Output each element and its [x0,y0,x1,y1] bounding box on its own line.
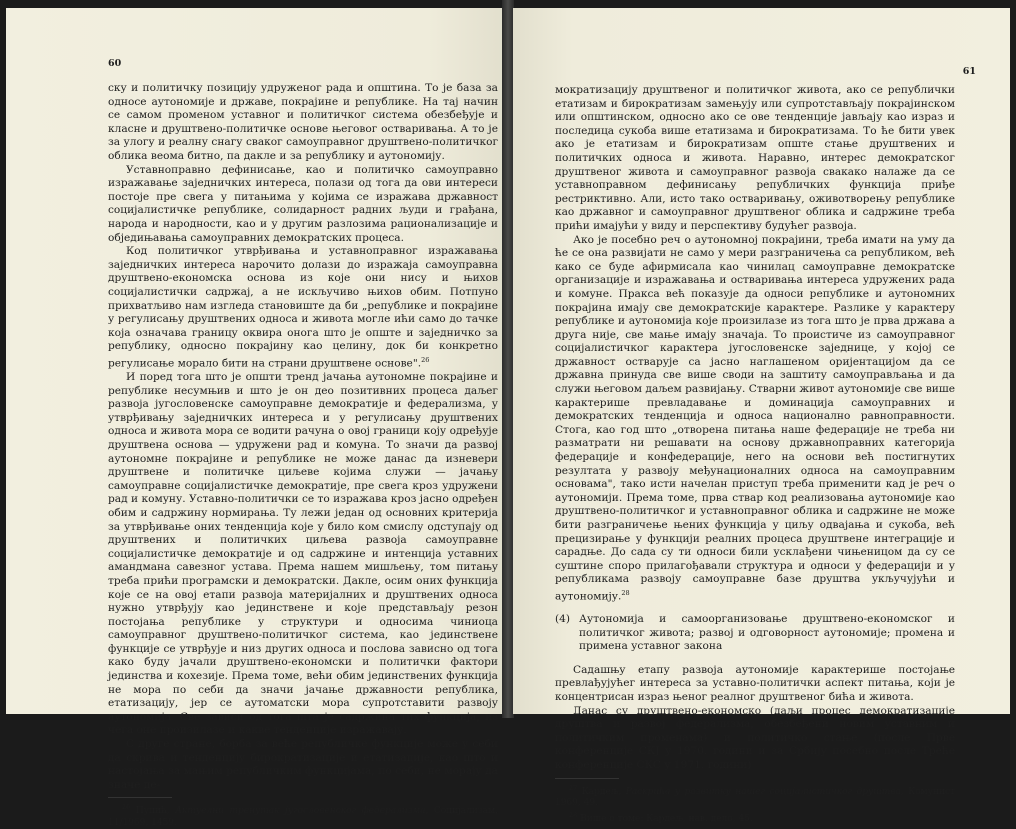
footnote [108,802,498,829]
right-page [513,8,1010,824]
paragraph: Данас су друштвено-економско (даљи процес демократизације друштва и развој федерализма, обезбеђени новим уставним и политичким променама) и политичко стање (после Прве конференције СКЈ у 1970. години и за Србију посебно после Треће конференције СКС у 1971. години) [555,704,955,772]
paragraph: И поред тога што је општи тренд јачања аутономне покрајине и републике несумњив и што је он део позитивних процеса даљег развоја југословенске самоуправне демократије и федерализма, у утврђивању заједничких интереса и у регулисању друштвених односа и живота мора се водити рачуна о овој граници коју одређује друштвена основа — удружени рад и комуна. То значи да развој аутономне покрајине и републике не може данас да изневери друштвене и политичке циљеве којима служи — јачању самоуправне социјалистичке демократије, пре свега кроз удружени рад и комуну. Уставно-политички се то изражава кроз јасно одређен обим и садржину нормирања. Ту лежи један од основних критерија за утврђивање оних тенденција које у било ком смислу одступају од друштвених и политичких циљева развоја самоуправне социјалистичке демократије и од садржине и интенција уставних амандмана савезног устава. Према нашем мишљењу, том питању треба прићи програмски и демократски. Дакле, осим оних функција које се на овој етапи развоја материјалних и друштвених односа нужно утврђују као јединствене и које представљају резон постојања републике у структури и односима чиниоца самоуправног друштвено-политичког система, као јединствене функције се утврђује и низ других односа и послова зависно од тога како буду јачали друштвено-економски и политички фактори јединства и кохезије. Према томе, већи обим јединствених функција не мора по себи да значи јачање државности република, етатизацију, јер се аутоматски мора супротставити развоју аутономија. Све зависи од тога шта је садржина тих функција, из чега оне произилазе и какве тенденције изражавају. [108,371,498,737]
paragraph: Уставноправно дефинисање, као и политичко самоуправно изражавање заједничких интереса, полази од тога да ови интереси постоје пре свега у питањима у којима се изражава државност социјалистичке републике, солидарност радних људи и грађана, народа и народности, као и у другим разлозима рационализације и обједињавања самоуправних демократских процеса. [108,163,498,244]
section-title: Аутономија и самоорганизовање друштвено-економског и политичког живота; развој и одговорност аутономије; промена и примена уставног закона [579,613,955,653]
footnote-number: 26 [122,803,131,812]
footnote-number: 27 [569,783,578,792]
paragraph: С друге стране, борба за веће републичке функције може у себи да скрива и тенденцију бирократизације и етатизације, као што и настојања за мањим републичким функцијама, по себи, не морају да значе де- [108,738,498,791]
footnote [555,810,955,826]
paragraph: Садашњу етапу развоја аутономије карактерише постојање превлађујућег интереса за уставно-политички аспект питања, који је концентрисан израз њеног реалног друштвеног бића и живота. [555,663,955,704]
page-number: 60 [108,58,122,69]
footnote-author: Кардељ, [581,786,622,797]
section-heading [555,613,955,654]
paragraph-text: Код политичког утврђивања и уставноправног изражавања заједничких интереса нарочито долази до изражаја самоуправна друштвено-економска основа из које они нису и њихов социјалистички садржај, а не искључиво њихов обим. Потпуно прихватљиво нам изгледа становиште да би „републике и покрајине у регулисању друштвених односа и живота могле ићи само до тачке која означава границу оквира онога што је опште и заједничко за републику, односно покрајину као целину, док би конкретно регулисање морало бити на страни друштвене основе". [108,245,498,370]
paragraph [555,234,955,605]
footnote [555,783,955,810]
left-page-body [108,82,498,829]
footnote-source: Комунист 1969, 49. [555,786,955,809]
footnote-divider [108,797,172,798]
footnote-divider [555,778,619,779]
footnote-title: Актуелни тренутак југословенског федерализма, [175,806,429,817]
paragraph-text: Ако је посебно реч о аутономној покрајини, треба имати на уму да ће се она развијати не само у мери разграничења са републиком, већ како се буде афирмисала као чинилац самоуправне демократске организације и изражавања и остваривања интереса удружених рада и комуне. Пракса већ показује да односи републике и аутономних покрајина имају све демократскије карактере. Разлике у карактеру републике и аутономија које произилазе из тога што је прва држава а друга није, све мање имају значаја. То проистиче из самоуправног социјалистичког карактера југословенске заједнице, у којој се државност остварује са јасно наглашеном оријентацијом да се државна принуда све више своди на заштиту самоуправљања и да служи његовом даљем развијању. Стварни живот аутономије све више карактерише превладавање и доминација самоуправних и демократских тенденција и односа национално равноправности. Стога, као год што „отворена питања наше федерације не треба ни разматрати ни решавати на основу државноправних категорија федерације и конфедерације, него на основи већ постигнутих резултата у развоју међунационалних односа на самоуправним основама", тако исти начелан приступ треба применити кад је реч о аутономији. Према томе, прва ствар код реализовања аутономије као друштвено-политичког и уставноправног облика и садржине не може бити разграничење њених функција у циљу одвајања и сукоба, већ прецизирање у функцији реалних процеса друштвене интеграције и сарадње. До сада су ти односи били усклађени чињеницом да су се суштине споро прилагођавали структура и односи у федерацији и у републикама развоју самоуправне базе друштва укључујући и аутономију. [555,233,955,603]
footnote-author: Кардељ, [646,813,686,824]
footnotes [555,783,955,826]
section-number: (4) [555,613,571,626]
paragraph: ску и политичку позицију удруженог рада и општина. То је база за односе аутономије и државе, покрајине и републике. На тај начин се самом променом уставног и политичког система обезбеђује и класне и друштвено-политичке основе његовог остваривања. А то је за улогу и реалну снагу сваког самоуправног друштвено-политичког облика веома битно, па дакле и за републику и аутономију. [108,82,498,162]
footnote-source: Социјализам, 11/1969, 1459. [108,806,498,828]
page-number: 61 [962,66,976,77]
footnote-number: 28 [569,810,578,819]
footnote-marker: 26 [421,355,430,364]
footnote-author: Пупић, [135,806,170,817]
footnote-marker: 28 [621,588,630,597]
footnote-source: нав. дело, 45. [688,813,753,824]
paragraph [108,245,498,371]
left-page [6,8,503,828]
footnote-title: Раскрића у развитку нашег социјалистичког друштва, [625,786,904,797]
right-page-body [555,84,955,825]
footnote-text: Више о томе: [580,813,647,824]
paragraph: мократизацију друштвеног и политичког живота, ако се републички етатизам и бирократизам замењују или супротстављају покрајинском или општинском, односно ако се ове тенденције јављају као израз и последица сукоба више етатизама и бирократизама. То ће бити увек ако је етатизам и бирократизам опште стање друштвених и политичких односа и живота. Наравно, интерес демократског друштвеног живота и самоуправног развоја свакако налаже да се уставноправном дефинисању републичких функција приђе рестриктивно. Али, исто тако остваривању, оживотворењу републике као државног и самоуправног друштвеног облика и садржине треба прићи имајући у виду и перспективу будућег развоја. [555,84,955,232]
